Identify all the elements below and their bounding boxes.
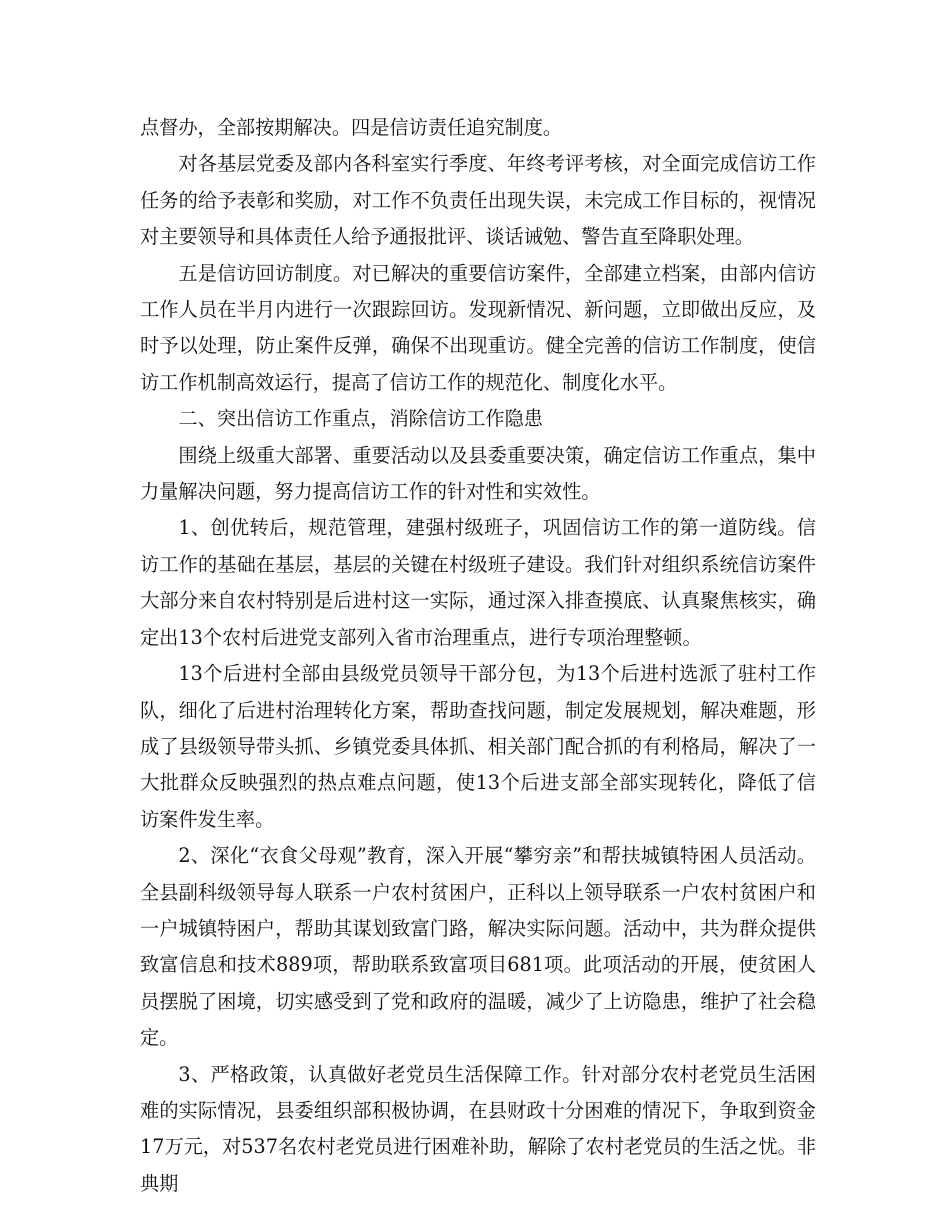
paragraph-7: 13个后进村全部由县级党员领导干部分包，为13个后进村选派了驻村工作队，细化了后进村治理转化方案，帮助查找问题，制定发展规划，解决难题，形成了县级领导带头抓、乡镇党委具体抓、相关部门配合抓的有利格局，解决了一大批群众反映强烈的热点难点问题，使13个后进支部全部实现转化，降低了信访案件发生率。 [140, 662, 816, 831]
paragraph-3: 五是信访回访制度。对已解决的重要信访案件，全部建立档案，由部内信访工作人员在半月内进行一次跟踪回访。发现新情况、新问题，立即做出反应，及时予以处理，防止案件反弹，确保不出现重访。健全完善的信访工作制度，使信访工作机制高效运行，提高了信访工作的规范化、制度化水平。 [140, 261, 816, 394]
section-heading: 二、突出信访工作重点，消除信访工作隐患 [178, 407, 543, 431]
paragraph-9: 3、严格政策，认真做好老党员生活保障工作。针对部分农村老党员生活困难的实际情况，县委组织部积极协调，在县财政十分困难的情况下，争取到资金17万元，对537名农村老党员进行困难补助，解除了农村老党员的生活之忧。非典期 [140, 1062, 816, 1195]
paragraph-8: 2、深化“衣食父母观”教育，深入开展“攀穷亲”和帮扶城镇特困人员活动。全县副科级领导每人联系一户农村贫困户，正科以上领导联系一户农村贫困户和一户城镇特困户，帮助其谋划致富门路，解决实际问题。活动中，共为群众提供致富信息和技术889项，帮助联系致富项目681项。此项活动的开展，使贫困人员摆脱了困境，切实感受到了党和政府的温暖，减少了上访隐患，维护了社会稳定。 [140, 844, 816, 1050]
paragraph-5: 围绕上级重大部署、重要活动以及县委重要决策，确定信访工作重点，集中力量解决问题，努力提高信访工作的针对性和实效性。 [140, 443, 816, 504]
paragraph-2: 对各基层党委及部内各科室实行季度、年终考评考核，对全面完成信访工作任务的给予表彰和奖励，对工作不负责任出现失误，未完成工作目标的，视情况对主要领导和具体责任人给予通报批评、谈话诫勉、警告直至降职处理。 [140, 152, 816, 249]
paragraph-1: 点督办，全部按期解决。四是信访责任追究制度。 [140, 116, 563, 139]
document-body [140, 110, 816, 1202]
paragraph-6: 1、创优转后，规范管理，建强村级班子，巩固信访工作的第一道防线。信访工作的基础在基层，基层的关键在村级班子建设。我们针对组织系统信访案件大部分来自农村特别是后进村这一实际，通过深入排查摸底、认真聚焦核实，确定出13个农村后进党支部列入省市治理重点，进行专项治理整顿。 [140, 516, 816, 649]
